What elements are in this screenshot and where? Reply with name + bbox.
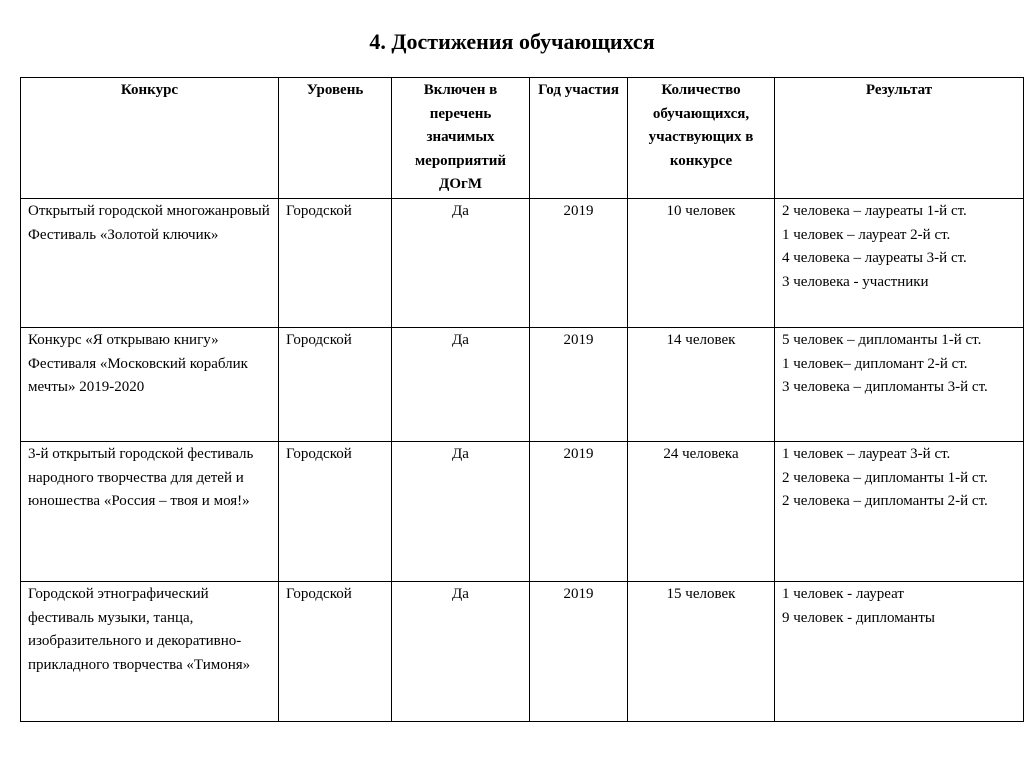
contest-cell: Городской этнографический фестиваль музыки, танца, изобразительного и декоративно-прикладного творчества «Тимоня» [21, 582, 279, 722]
contest-cell: Конкурс «Я открываю книгу» Фестиваля «Московский кораблик мечты» 2019-2020 [21, 328, 279, 442]
result-line: 3 человека - участники [782, 273, 929, 290]
result-line: 9 человек - дипломанты [782, 609, 935, 626]
result-line: 1 человек – лауреат 2-й ст. [782, 226, 951, 243]
result-line: 1 человек– дипломант 2-й ст. [782, 355, 968, 372]
table-row [21, 199, 1024, 328]
column-header-year: Год участия [530, 78, 628, 199]
result-line: 5 человек – дипломанты 1-й ст. [782, 332, 982, 348]
column-header-level: Уровень [279, 78, 392, 199]
result-cell [775, 582, 1024, 722]
year-cell: 2019 [530, 328, 628, 442]
result-line: 2 человека – дипломанты 1-й ст. [782, 469, 988, 486]
level-cell: Городской [279, 328, 392, 442]
included-cell: Да [392, 199, 530, 328]
result-line: 3 человека – дипломанты 3-й ст. [782, 379, 988, 395]
included-cell: Да [392, 582, 530, 722]
column-header-result: Результат [775, 78, 1024, 199]
table-row [21, 442, 1024, 582]
included-cell: Да [392, 442, 530, 582]
column-header-contest: Конкурс [21, 78, 279, 199]
count-cell: 15 человек [628, 582, 775, 722]
result-line: 1 человек - лауреат [782, 586, 904, 602]
table-row [21, 328, 1024, 442]
contest-cell: Открытый городской многожанровый Фестиваль «Золотой ключик» [21, 199, 279, 328]
result-line: 1 человек – лауреат 3-й ст. [782, 446, 951, 462]
result-line: 2 человека – лауреаты 1-й ст. [782, 203, 967, 219]
column-header-included: Включен в перечень значимых мероприятий ДОгМ [392, 78, 530, 199]
result-cell [775, 328, 1024, 442]
result-line: 4 человека – лауреаты 3-й ст. [782, 250, 967, 266]
result-cell [775, 199, 1024, 328]
contest-cell: 3-й открытый городской фестиваль народного творчества для детей и юношества «Россия – твоя и моя!» [21, 442, 279, 582]
level-cell: Городской [279, 582, 392, 722]
table-row [21, 582, 1024, 722]
level-cell: Городской [279, 442, 392, 582]
column-header-count: Количество обучающихся, участвующих в конкурсе [628, 78, 775, 199]
year-cell: 2019 [530, 582, 628, 722]
year-cell: 2019 [530, 199, 628, 328]
count-cell: 24 человека [628, 442, 775, 582]
result-cell [775, 442, 1024, 582]
included-cell: Да [392, 328, 530, 442]
page-title: 4. Достижения обучающихся [369, 29, 655, 54]
achievements-table [20, 77, 1024, 722]
count-cell: 14 человек [628, 328, 775, 442]
count-cell: 10 человек [628, 199, 775, 328]
table-header-row [21, 78, 1024, 199]
year-cell: 2019 [530, 442, 628, 582]
level-cell: Городской [279, 199, 392, 328]
result-line: 2 человека – дипломанты 2-й ст. [782, 493, 988, 509]
